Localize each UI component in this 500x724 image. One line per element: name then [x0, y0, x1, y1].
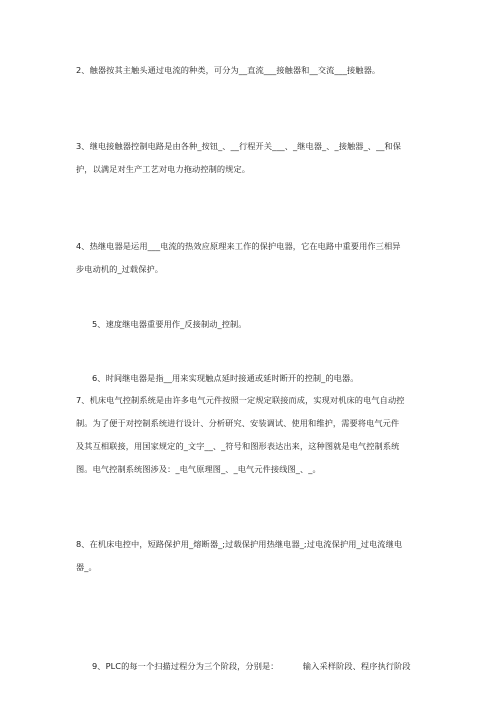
question-4-line-1: 4、热继电器是运用___电流的热效应原理来工作的保护电器，它在电路中重要用作三相异	[76, 241, 401, 251]
question-7-line-3: 及其互相联接，用国家规定的_文字__、_符号和图形表达出来，这种图就是电气控制系统	[76, 441, 400, 451]
question-8-line-1: 8、在机床电控中，短路保护用_熔断器_;过载保护用热继电器_;过电流保护用_过电流继电	[76, 539, 403, 549]
question-7-line-2: 制。为了便于对控制系统进行设计、分析研究、安装调试、使用和维护，需要将电气元件	[76, 418, 400, 428]
question-4-line-2: 步电动机的_过载保护。	[76, 264, 164, 274]
question-3-line-1: 3、继电接触器控制电路是由各种_按钮_、__行程开关___、_继电器_、_接触器_、__和保	[76, 141, 402, 151]
question-9-line: 9、PLC的每一个扫描过程分为三个阶段，分别是： 输入采样阶段、程序执行阶段	[92, 661, 411, 671]
question-3	[76, 135, 401, 181]
question-5	[92, 313, 247, 336]
question-7	[76, 389, 405, 481]
question-6	[92, 367, 359, 390]
question-2	[76, 59, 380, 82]
question-5-line: 5、速度继电器重要用作_反接制动_控制。	[92, 319, 247, 329]
question-8	[76, 533, 402, 579]
question-7-line-1: 7、机床电气控制系统是由许多电气元件按照一定规定联接而成，实现对机床的电气自动控	[76, 395, 405, 405]
question-3-line-2: 护，以满足对生产工艺对电力拖动控制的规定。	[76, 164, 251, 174]
question-2-line: 2、触器按其主触头通过电流的种类，可分为__直流___接触器和__交流___接触器。	[76, 65, 381, 75]
question-7-line-4: 图。电气控制系统图涉及：_电气原理图_、_电气元件接线图_、_。	[76, 464, 321, 474]
question-4	[76, 235, 401, 281]
question-8-line-2: 器_。	[76, 562, 97, 572]
question-6-line: 6、时间继电器是指__用来实现触点延时接通或延时断开的控制_的电器。	[92, 373, 359, 383]
